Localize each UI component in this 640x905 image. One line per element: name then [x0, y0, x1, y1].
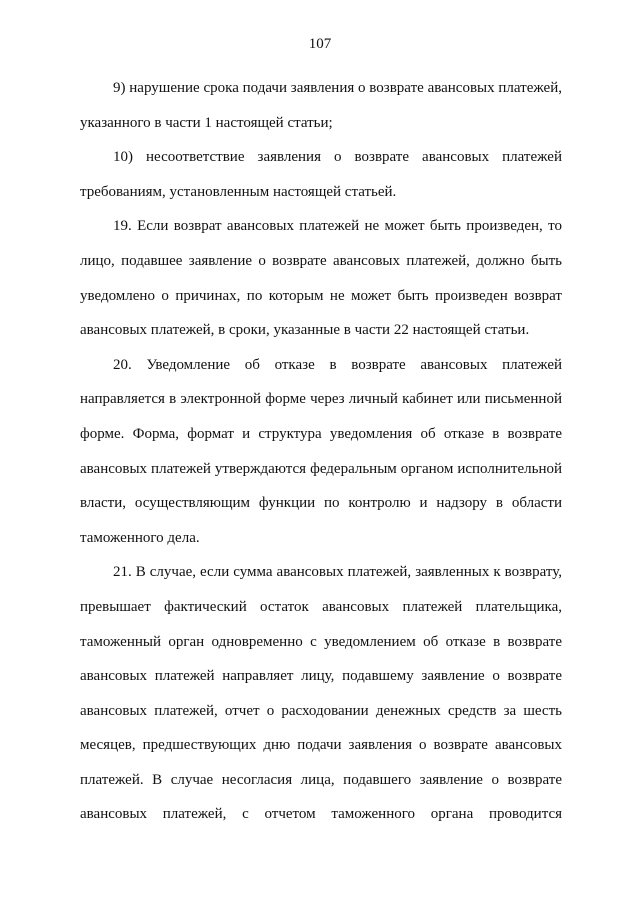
- paragraph-section-21: 21. В случае, если сумма авансовых платежей, заявленных к возврату, превышает фактический остаток авансовых платежей плательщика, таможенный орган одновременно с уведомлением об отказе в возврате авансовых платежей направляет лицу, подавшему заявление о возврате авансовых платежей, отчет о расходовании денежных средств за шесть месяцев, предшествующих дню подачи заявления о возврате авансовых платежей. В случае несогласия лица, подавшего заявление о возврате авансовых платежей, с отчетом таможенного органа проводится: [80, 564, 562, 823]
- paragraph-section-19: 19. Если возврат авансовых платежей не может быть произведен, то лицо, подавшее заявление о возврате авансовых платежей, должно быть уведомлено о причинах, по которым не может быть произведен возврат авансовых платежей, в сроки, указанные в части 22 настоящей статьи.: [80, 218, 562, 339]
- paragraph-item-10: 10) несоответствие заявления о возврате авансовых платежей требованиям, установленным настоящей статьей.: [80, 149, 562, 200]
- document-body: [80, 71, 562, 832]
- paragraph-section-20: 20. Уведомление об отказе в возврате авансовых платежей направляется в электронной форме через личный кабинет или письменной форме. Форма, формат и структура уведомления об отказе в возврате авансовых платежей утверждаются федеральным органом исполнительной власти, осуществляющим функции по контролю и надзору в области таможенного дела.: [80, 356, 562, 546]
- page-number: 107: [308, 36, 332, 52]
- paragraph-item-9: 9) нарушение срока подачи заявления о возврате авансовых платежей, указанного в части 1 настоящей статьи;: [80, 80, 562, 131]
